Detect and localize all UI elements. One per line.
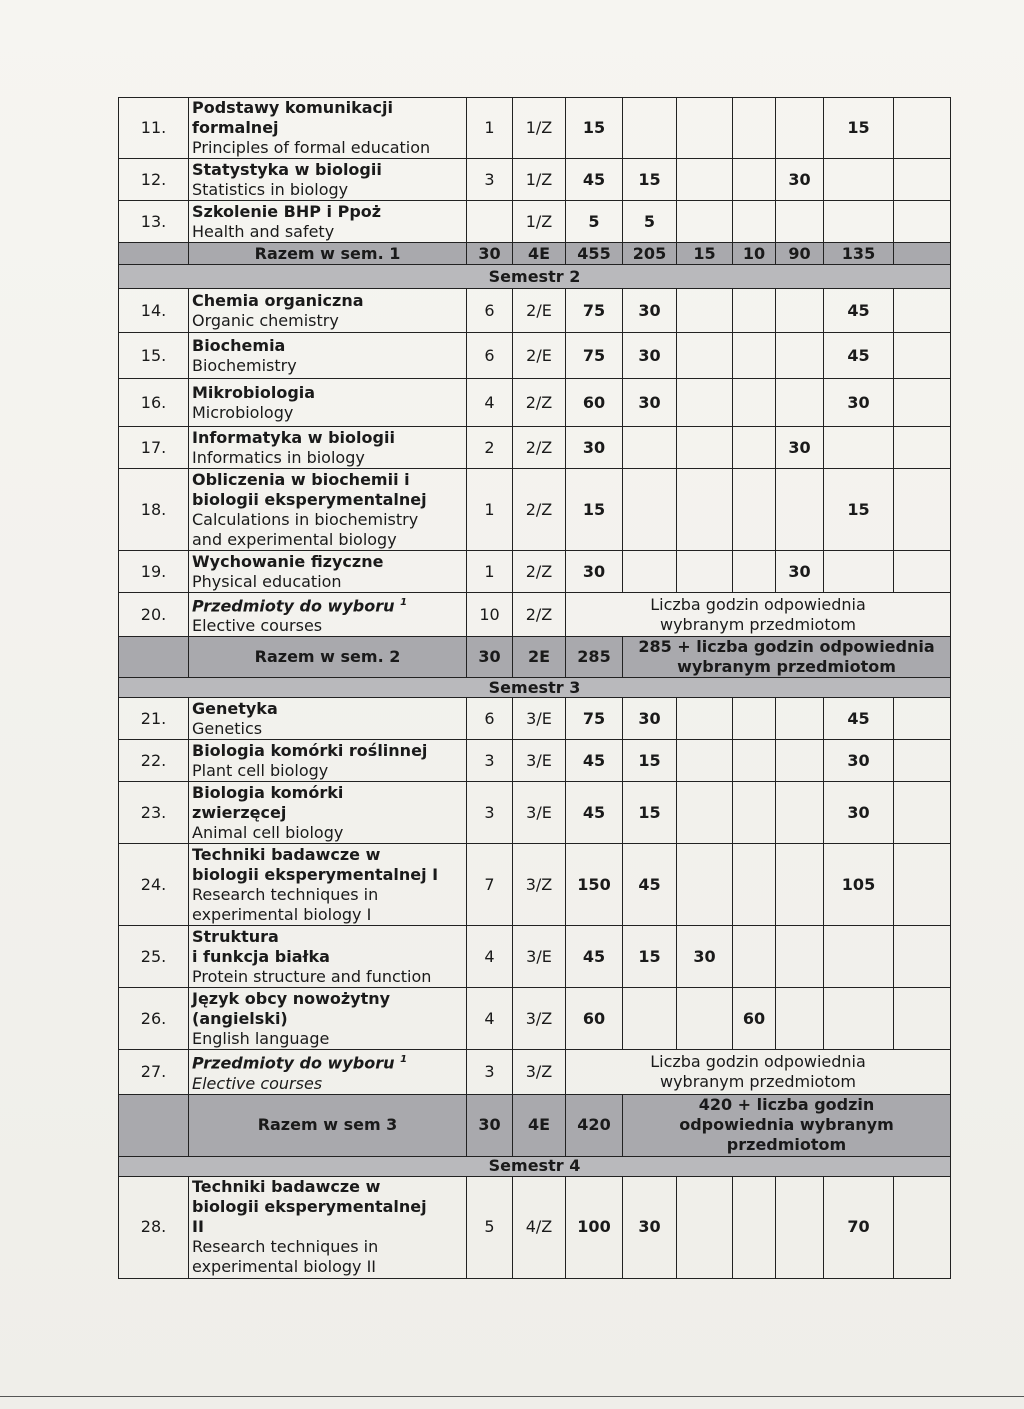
hours-cell [776, 740, 824, 782]
footnote-mark: 1 [400, 1054, 408, 1066]
course-name-cell [189, 159, 467, 201]
hours-cell: 15 [824, 98, 894, 159]
exam-form-cell: 1/Z [513, 98, 566, 159]
total-hours-cell: 45 [566, 740, 623, 782]
table-row [119, 740, 951, 782]
table-row [119, 593, 951, 637]
course-name-pl: Wychowanie fizyczne [192, 551, 384, 571]
total-hours-cell: 60 [566, 379, 623, 427]
hours-cell: 15 [824, 469, 894, 551]
course-name-pl: Struktura [192, 926, 279, 946]
hours-cell [894, 740, 951, 782]
row-number: 22. [119, 740, 189, 782]
total-hours-cell: 45 [566, 782, 623, 844]
exam-form-cell: 1/Z [513, 159, 566, 201]
hours-cell [677, 98, 733, 159]
footnote-mark: 1 [400, 597, 408, 608]
table-row [119, 988, 951, 1050]
exam-form-cell: 2/Z [513, 379, 566, 427]
hours-cell: 45 [824, 333, 894, 379]
hours-cell: 135 [824, 243, 894, 265]
course-name-cell [189, 740, 467, 782]
hours-cell [824, 159, 894, 201]
course-name-cell [189, 379, 467, 427]
course-name-pl: Język obcy nowożytny [192, 988, 391, 1008]
exam-form-cell: 4E [513, 1094, 566, 1156]
semester-heading: Semestr 2 [119, 265, 951, 289]
course-name-en: Elective courses [192, 1073, 323, 1093]
course-name-pl: formalnej [192, 118, 279, 137]
hours-cell [677, 782, 733, 844]
course-name-pl: Biologia komórki roślinnej [192, 740, 428, 760]
ects-cell: 4 [467, 379, 513, 427]
row-number: 20. [119, 593, 189, 637]
page-edge [0, 1396, 1024, 1397]
hours-cell [824, 988, 894, 1050]
total-hours-cell: 285 [566, 637, 623, 678]
hours-cell [894, 427, 951, 469]
hours-cell [824, 427, 894, 469]
hours-cell [623, 551, 677, 593]
course-name-cell [189, 333, 467, 379]
ects-cell: 10 [467, 593, 513, 637]
note-line: przedmiotom [726, 1135, 847, 1155]
course-name-en: Statistics in biology [192, 179, 349, 199]
curriculum-table [118, 97, 951, 1279]
hours-cell [733, 98, 776, 159]
exam-form-cell: 2E [513, 637, 566, 678]
exam-form-cell: 3/E [513, 740, 566, 782]
note-line: wybranym przedmiotom [660, 614, 856, 634]
hours-cell [894, 469, 951, 551]
course-name-en: experimental biology I [192, 904, 372, 924]
course-name-cell [189, 551, 467, 593]
exam-form-cell: 4/Z [513, 1176, 566, 1278]
ects-cell: 1 [467, 98, 513, 159]
hours-cell: 10 [733, 243, 776, 265]
course-name-pl: i funkcja białka [192, 946, 330, 966]
course-name-en: Elective courses [192, 616, 323, 636]
course-name-pl: Obliczenia w biochemii i [192, 469, 410, 489]
hours-cell: 30 [776, 427, 824, 469]
hours-cell [733, 1176, 776, 1278]
hours-cell [623, 427, 677, 469]
hours-cell [677, 1176, 733, 1278]
row-number: 13. [119, 201, 189, 243]
hours-cell [824, 551, 894, 593]
ects-cell: 30 [467, 243, 513, 265]
course-name-pl: Genetyka [192, 698, 278, 718]
table-row [119, 844, 951, 926]
hours-cell [677, 844, 733, 926]
table-row [119, 289, 951, 333]
hours-cell [894, 159, 951, 201]
row-number: 21. [119, 698, 189, 740]
ects-cell: 7 [467, 844, 513, 926]
row-number: 11. [119, 98, 189, 159]
table-row [119, 637, 951, 678]
course-name-pl [192, 593, 463, 616]
hours-cell [894, 289, 951, 333]
semester-total-label: Razem w sem. 1 [189, 243, 467, 265]
hours-cell: 45 [824, 698, 894, 740]
hours-cell [733, 289, 776, 333]
course-name-pl: Biologia komórki [192, 782, 344, 802]
table-row [119, 159, 951, 201]
note-line: 420 + liczba godzin [698, 1095, 875, 1115]
course-name-pl: Szkolenie BHP i Ppoż [192, 201, 382, 221]
hours-cell: 45 [824, 289, 894, 333]
hours-cell [733, 379, 776, 427]
semester-heading: Semestr 4 [119, 1156, 951, 1176]
course-name-pl: biologii eksperymentalnej I [192, 864, 439, 884]
total-hours-cell: 420 [566, 1094, 623, 1156]
hours-cell [776, 698, 824, 740]
table-row [119, 551, 951, 593]
ects-cell [467, 201, 513, 243]
note-line: 285 + liczba godzin odpowiednia [638, 637, 935, 657]
course-name-pl [192, 1050, 463, 1073]
total-hours-cell: 75 [566, 289, 623, 333]
hours-cell [733, 844, 776, 926]
hours-cell [677, 988, 733, 1050]
course-name-en: Protein structure and function [192, 966, 432, 986]
hours-cell [894, 844, 951, 926]
course-name-cell [189, 201, 467, 243]
course-name-pl: Podstawy komunikacji [192, 98, 393, 117]
table-row [119, 1156, 951, 1176]
hours-cell [894, 98, 951, 159]
hours-cell: 90 [776, 243, 824, 265]
total-hours-cell: 15 [566, 98, 623, 159]
hours-cell [776, 1176, 824, 1278]
row-number: 15. [119, 333, 189, 379]
hours-cell [894, 926, 951, 988]
ects-cell: 2 [467, 427, 513, 469]
note-line: Liczba godzin odpowiednia [650, 594, 866, 614]
hours-cell: 15 [623, 926, 677, 988]
course-name-cell [189, 926, 467, 988]
row-number: 23. [119, 782, 189, 844]
course-name-en: Biochemistry [192, 355, 297, 375]
row-number: 28. [119, 1176, 189, 1278]
course-name-pl: II [192, 1217, 204, 1237]
hours-cell: 60 [733, 988, 776, 1050]
hours-cell [894, 379, 951, 427]
semester-total-label: Razem w sem. 2 [189, 637, 467, 678]
row-number: 25. [119, 926, 189, 988]
hours-cell [776, 926, 824, 988]
hours-cell [894, 201, 951, 243]
exam-form-cell: 3/E [513, 926, 566, 988]
hours-cell [776, 333, 824, 379]
course-name-en: Physical education [192, 571, 342, 591]
total-hours-cell: 30 [566, 551, 623, 593]
hours-cell [733, 159, 776, 201]
ects-cell: 1 [467, 551, 513, 593]
hours-cell [824, 926, 894, 988]
course-name-en: Calculations in biochemistry [192, 509, 419, 529]
total-note [623, 637, 951, 678]
hours-cell [894, 243, 951, 265]
hours-cell [894, 551, 951, 593]
course-name-pl: Mikrobiologia [192, 382, 316, 402]
hours-cell [894, 988, 951, 1050]
hours-cell: 30 [824, 379, 894, 427]
table-row [119, 1050, 951, 1094]
exam-form-cell: 2/E [513, 289, 566, 333]
table-row [119, 333, 951, 379]
row-number: 19. [119, 551, 189, 593]
table-row [119, 201, 951, 243]
course-name-cell [189, 698, 467, 740]
table-row [119, 98, 951, 159]
total-hours-cell: 75 [566, 333, 623, 379]
table-row [119, 1176, 951, 1278]
row-number: 26. [119, 988, 189, 1050]
semester-heading: Semestr 3 [119, 678, 951, 698]
hours-cell [733, 782, 776, 844]
total-hours-cell: 45 [566, 159, 623, 201]
hours-cell [677, 740, 733, 782]
ects-cell: 4 [467, 988, 513, 1050]
total-hours-cell: 45 [566, 926, 623, 988]
ects-cell: 4 [467, 926, 513, 988]
hours-cell [677, 201, 733, 243]
exam-form-cell: 2/Z [513, 427, 566, 469]
row-number: 24. [119, 844, 189, 926]
row-number: 16. [119, 379, 189, 427]
total-hours-cell: 100 [566, 1176, 623, 1278]
course-name-en: Plant cell biology [192, 760, 329, 780]
course-name-cell [189, 782, 467, 844]
row-number: 27. [119, 1050, 189, 1094]
total-hours-cell: 75 [566, 698, 623, 740]
hours-cell: 205 [623, 243, 677, 265]
exam-form-cell: 1/Z [513, 201, 566, 243]
hours-cell: 30 [623, 379, 677, 427]
course-name-cell [189, 988, 467, 1050]
course-name-pl: Chemia organiczna [192, 290, 364, 310]
course-name-pl-text: Przedmioty do wyboru [192, 596, 395, 616]
hours-cell [776, 988, 824, 1050]
course-name-cell [189, 98, 467, 159]
course-name-cell [189, 1050, 467, 1094]
ects-cell: 1 [467, 469, 513, 551]
hours-cell [677, 551, 733, 593]
ects-cell: 3 [467, 782, 513, 844]
hours-cell [733, 698, 776, 740]
course-name-en: Microbiology [192, 402, 294, 422]
ects-cell: 30 [467, 637, 513, 678]
table-row [119, 698, 951, 740]
hours-cell: 30 [623, 289, 677, 333]
hours-cell [824, 201, 894, 243]
table-row [119, 926, 951, 988]
exam-form-cell: 3/Z [513, 988, 566, 1050]
course-name-en: Organic chemistry [192, 310, 339, 330]
table-row [119, 427, 951, 469]
course-name-en: Genetics [192, 718, 263, 738]
elective-note [566, 1050, 951, 1094]
table-row [119, 782, 951, 844]
hours-cell [733, 551, 776, 593]
total-hours-cell: 15 [566, 469, 623, 551]
row-number: 18. [119, 469, 189, 551]
note-line: Liczba godzin odpowiednia [650, 1051, 866, 1071]
table-row [119, 265, 951, 289]
ects-cell: 30 [467, 1094, 513, 1156]
hours-cell [677, 427, 733, 469]
hours-cell [776, 782, 824, 844]
course-name-cell [189, 1176, 467, 1278]
hours-cell [623, 988, 677, 1050]
course-name-en: Research techniques in [192, 884, 379, 904]
hours-cell: 30 [623, 698, 677, 740]
course-name-pl: zwierzęcej [192, 802, 287, 822]
row-number-cell [119, 1094, 189, 1156]
course-name-cell [189, 593, 467, 637]
table-row [119, 1094, 951, 1156]
course-name-en: Informatics in biology [192, 447, 365, 467]
hours-cell [677, 698, 733, 740]
course-name-cell [189, 844, 467, 926]
hours-cell [733, 427, 776, 469]
hours-cell [733, 926, 776, 988]
ects-cell: 6 [467, 333, 513, 379]
hours-cell: 30 [824, 740, 894, 782]
hours-cell [776, 289, 824, 333]
course-name-pl: (angielski) [192, 1008, 288, 1028]
note-line: wybranym przedmiotom [677, 657, 896, 677]
exam-form-cell: 3/E [513, 698, 566, 740]
ects-cell: 5 [467, 1176, 513, 1278]
semester-total-label: Razem w sem 3 [189, 1094, 467, 1156]
ects-cell: 3 [467, 159, 513, 201]
hours-cell: 70 [824, 1176, 894, 1278]
hours-cell [623, 98, 677, 159]
hours-cell: 15 [623, 740, 677, 782]
exam-form-cell: 3/E [513, 782, 566, 844]
hours-cell [733, 469, 776, 551]
course-name-en: Animal cell biology [192, 822, 344, 842]
hours-cell [677, 379, 733, 427]
hours-cell: 105 [824, 844, 894, 926]
course-name-pl: biologii eksperymentalnej [192, 1197, 427, 1217]
hours-cell [677, 333, 733, 379]
course-name-pl: Statystyka w biologii [192, 159, 382, 179]
course-name-pl: biologii eksperymentalnej [192, 489, 427, 509]
table-row [119, 678, 951, 698]
exam-form-cell: 2/Z [513, 551, 566, 593]
ects-cell: 6 [467, 289, 513, 333]
ects-cell: 6 [467, 698, 513, 740]
course-name-pl: Techniki badawcze w [192, 1177, 381, 1197]
hours-cell [776, 379, 824, 427]
course-name-en: Research techniques in [192, 1237, 379, 1257]
hours-cell [776, 201, 824, 243]
exam-form-cell: 3/Z [513, 844, 566, 926]
course-name-en: English language [192, 1028, 330, 1048]
course-name-cell [189, 427, 467, 469]
hours-cell: 5 [623, 201, 677, 243]
note-line: odpowiednia wybranym [679, 1115, 894, 1135]
course-name-pl-text: Przedmioty do wyboru [192, 1053, 395, 1073]
hours-cell [776, 98, 824, 159]
row-number: 14. [119, 289, 189, 333]
elective-note [566, 593, 951, 637]
exam-form-cell: 2/E [513, 333, 566, 379]
ects-cell: 3 [467, 740, 513, 782]
table-row [119, 379, 951, 427]
hours-cell [677, 289, 733, 333]
course-name-en: Principles of formal education [192, 138, 431, 157]
hours-cell [894, 782, 951, 844]
course-name-pl: Informatyka w biologii [192, 427, 395, 447]
hours-cell: 30 [677, 926, 733, 988]
hours-cell: 30 [776, 551, 824, 593]
exam-form-cell: 3/Z [513, 1050, 566, 1094]
row-number-cell [119, 243, 189, 265]
ects-cell: 3 [467, 1050, 513, 1094]
hours-cell: 15 [623, 782, 677, 844]
hours-cell: 30 [623, 1176, 677, 1278]
row-number-cell [119, 637, 189, 678]
hours-cell [776, 469, 824, 551]
hours-cell: 30 [623, 333, 677, 379]
exam-form-cell: 4E [513, 243, 566, 265]
course-name-pl: Biochemia [192, 335, 286, 355]
row-number: 17. [119, 427, 189, 469]
hours-cell [733, 333, 776, 379]
exam-form-cell: 2/Z [513, 469, 566, 551]
course-name-en: and experimental biology [192, 529, 397, 549]
total-hours-cell: 30 [566, 427, 623, 469]
total-hours-cell: 60 [566, 988, 623, 1050]
hours-cell: 15 [677, 243, 733, 265]
hours-cell [894, 698, 951, 740]
course-name-pl: Techniki badawcze w [192, 844, 381, 864]
exam-form-cell: 2/Z [513, 593, 566, 637]
table-row [119, 243, 951, 265]
course-name-cell [189, 469, 467, 551]
total-hours-cell: 5 [566, 201, 623, 243]
total-note [623, 1094, 951, 1156]
course-name-en: Health and safety [192, 221, 335, 241]
hours-cell [623, 469, 677, 551]
hours-cell: 30 [824, 782, 894, 844]
hours-cell [894, 333, 951, 379]
note-line: wybranym przedmiotom [660, 1071, 856, 1091]
course-name-cell [189, 289, 467, 333]
hours-cell [733, 740, 776, 782]
hours-cell [733, 201, 776, 243]
hours-cell: 15 [623, 159, 677, 201]
total-hours-cell: 455 [566, 243, 623, 265]
hours-cell [894, 1176, 951, 1278]
total-hours-cell: 150 [566, 844, 623, 926]
hours-cell: 30 [776, 159, 824, 201]
hours-cell: 45 [623, 844, 677, 926]
table-row [119, 469, 951, 551]
hours-cell [677, 159, 733, 201]
hours-cell [677, 469, 733, 551]
row-number: 12. [119, 159, 189, 201]
hours-cell [776, 844, 824, 926]
course-name-en: experimental biology II [192, 1257, 377, 1277]
